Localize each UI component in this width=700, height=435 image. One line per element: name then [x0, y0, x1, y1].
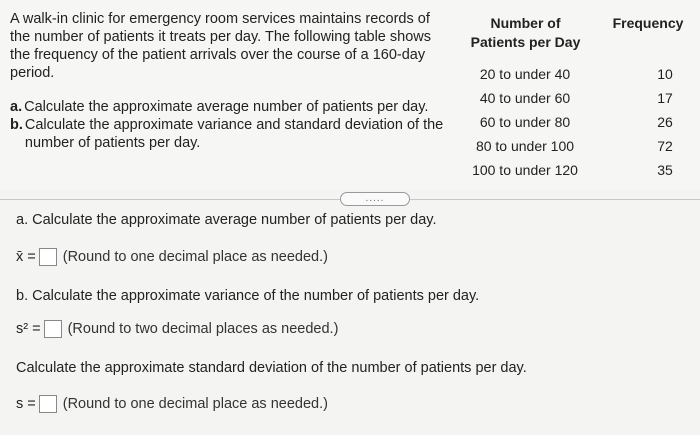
expand-button[interactable]: ..... [340, 192, 410, 206]
part-a [10, 98, 450, 116]
answer-row-sd [16, 395, 328, 413]
table-row [460, 90, 700, 114]
part-a-text: Calculate the approximate average number of patients per day. [24, 99, 429, 115]
part-a-label: a. [10, 99, 23, 115]
header-patients-per-day: Number of Patients per Day [470, 15, 581, 50]
answer-section [0, 200, 700, 435]
table-cell-days: 100 to under 120 [472, 162, 578, 178]
part-b-text: Calculate the approximate variance and standard deviation of the number of patients per day. [24, 117, 444, 151]
question-a: a. Calculate the approximate average number of patients per day. [16, 212, 437, 228]
table-row [460, 114, 700, 138]
variance-symbol: s² = [16, 321, 41, 337]
table-row [460, 66, 700, 90]
problem-statement [0, 0, 700, 190]
header-frequency: Frequency [612, 15, 684, 31]
mean-answer-box[interactable] [39, 248, 57, 266]
table-cell-days: 40 to under 60 [479, 90, 571, 106]
answer-row-variance [16, 320, 338, 338]
table-cell-frequency: 35 [657, 162, 673, 178]
answer-row-mean [16, 248, 328, 266]
table-cell-frequency: 72 [657, 138, 673, 154]
part-b [10, 116, 450, 152]
sd-symbol: s = [16, 396, 36, 412]
question-sd: Calculate the approximate standard deviation of the number of patients per day. [16, 360, 527, 376]
table-row [460, 138, 700, 162]
question-b: b. Calculate the approximate variance of the number of patients per day. [16, 288, 480, 304]
sd-answer-box[interactable] [39, 395, 57, 413]
table-cell-days: 80 to under 100 [475, 138, 575, 154]
variance-answer-box[interactable] [44, 320, 62, 338]
mean-rounding-hint: (Round to one decimal place as needed.) [62, 249, 328, 265]
table-cell-days: 20 to under 40 [479, 66, 571, 82]
table-cell-frequency: 26 [657, 114, 673, 130]
part-b-label: b. [10, 117, 23, 133]
variance-rounding-hint: (Round to two decimal places as needed.) [67, 321, 339, 337]
table-cell-frequency: 10 [657, 66, 673, 82]
table-cell-days: 60 to under 80 [479, 114, 571, 130]
table-row [460, 162, 700, 186]
xbar-symbol: x̄ = [16, 249, 36, 265]
problem-parts [10, 98, 450, 152]
sd-rounding-hint: (Round to one decimal place as needed.) [62, 396, 328, 412]
problem-intro: A walk-in clinic for emergency room services maintains records of the number of patients it treats per day. The following table shows the frequency of the patient arrivals over the course of a 160-day period. [10, 11, 432, 81]
table-cell-frequency: 17 [657, 90, 673, 106]
